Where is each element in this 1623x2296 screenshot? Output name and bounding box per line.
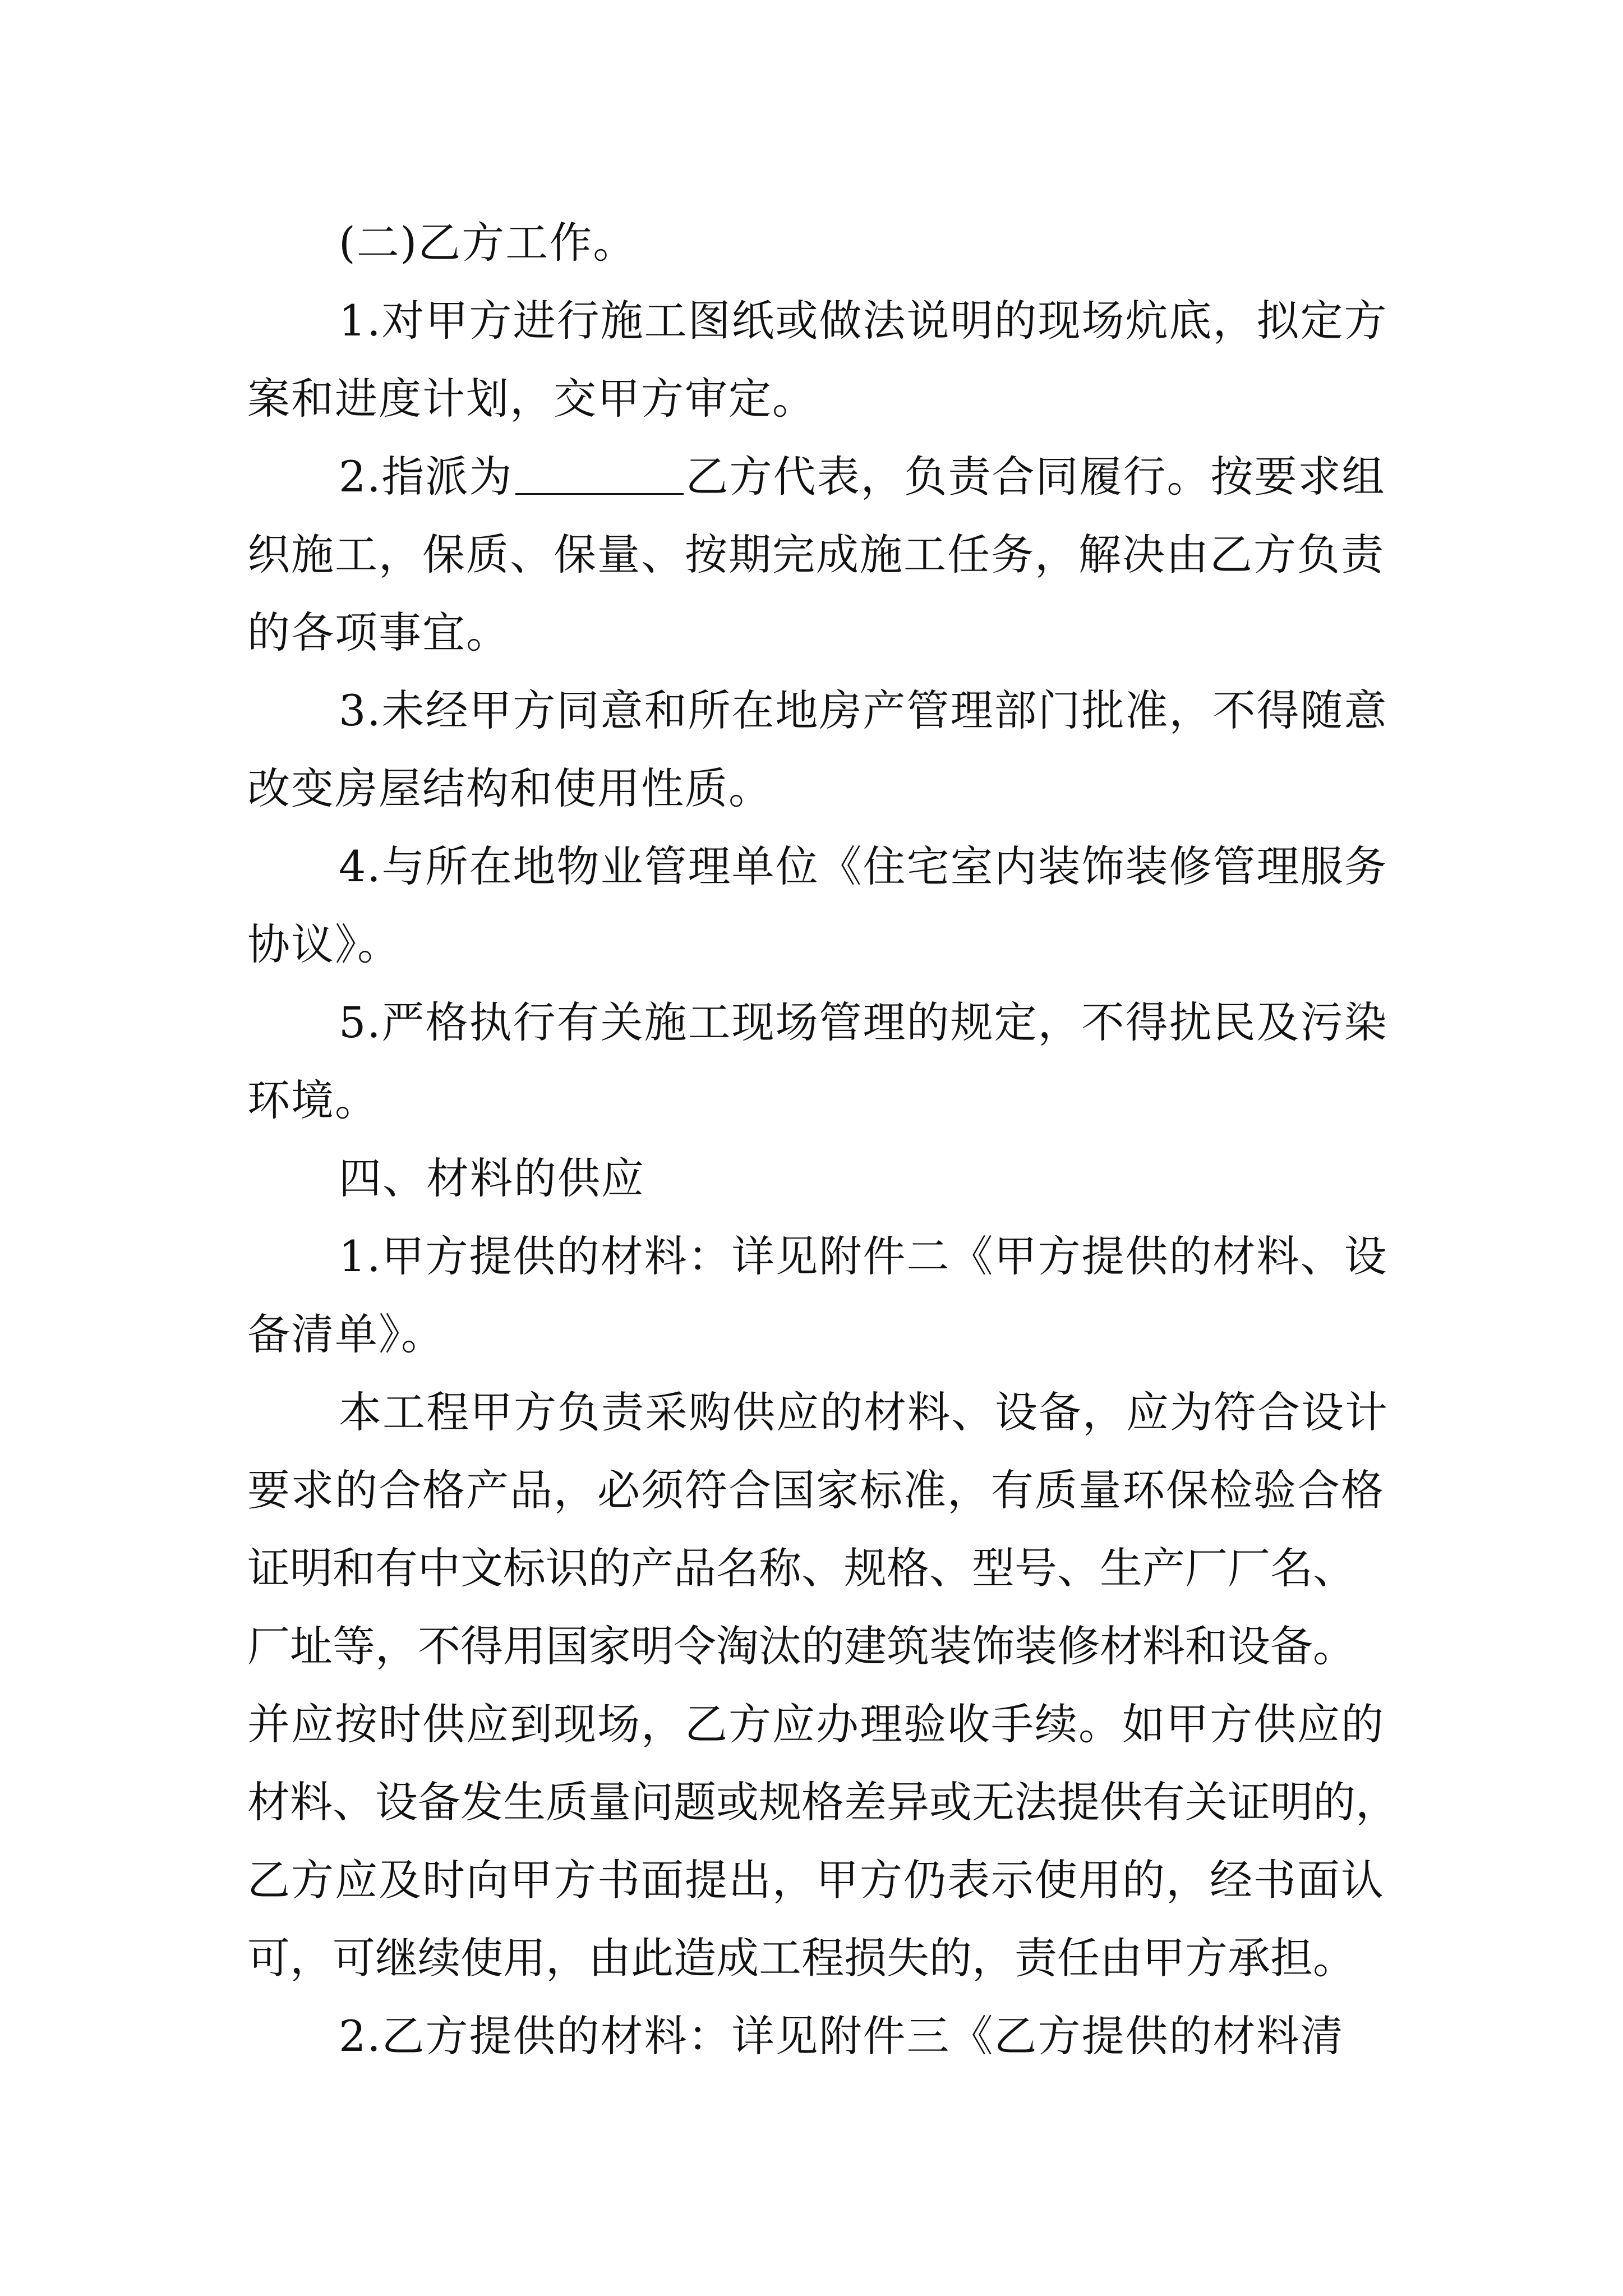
paragraph-line: 并应按时供应到现场，乙方应办理验收手续。如甲方供应的 [247, 1699, 1385, 1749]
paragraph-line: 2.乙方提供的材料：详见附件三《乙方提供的材料清 [339, 2011, 1344, 2061]
paragraph-line: 要求的合格产品，必须符合国家标准，有质量环保检验合格 [247, 1465, 1385, 1515]
paragraph-line: 3.未经甲方同意和所在地房产管理部门批准，不得随意 [339, 685, 1388, 735]
paragraph-line: 可，可继续使用，由此造成工程损失的，责任由甲方承担。 [247, 1933, 1355, 1983]
paragraph-line: 织施工，保质、保量、按期完成施工任务，解决由乙方负责 [247, 530, 1385, 579]
paragraph-line: 案和进度计划，交甲方审定。 [247, 374, 816, 424]
paragraph-line: 乙方应及时向甲方书面提出，甲方仍表示使用的，经书面认 [247, 1855, 1385, 1905]
paragraph-line: 的各项事宜。 [247, 608, 510, 657]
fill-in-blank [515, 450, 684, 495]
document-body [247, 214, 1398, 2086]
paragraph-line: 材料、设备发生质量问题或规格差异或无法提供有关证明的， [247, 1777, 1398, 1827]
paragraph-text: 2.指派为 [339, 452, 513, 501]
paragraph-line: 备清单》。 [247, 1309, 445, 1359]
paragraph-text: 乙方代表，负责合同履行。按要求组 [685, 452, 1386, 501]
paragraph-line [247, 448, 1384, 526]
paragraph-line: 1.甲方提供的材料：详见附件二《甲方提供的材料、设 [339, 1231, 1388, 1281]
paragraph-line: 改变房屋结构和使用性质。 [247, 763, 772, 813]
paragraph-line: 协议》。 [247, 919, 401, 969]
section-heading: 四、材料的供应 [339, 1153, 645, 1203]
paragraph-line: 厂址等，不得用国家明令淘汰的建筑装饰装修材料和设备。 [247, 1621, 1355, 1671]
section-heading: (二)乙方工作。 [339, 218, 637, 268]
paragraph-line: 1.对甲方进行施工图纸或做法说明的现场炕底，拟定方 [339, 296, 1388, 346]
paragraph-line: 4.与所在地物业管理单位《住宅室内装饰装修管理服务 [339, 841, 1388, 891]
paragraph-line: 本工程甲方负责采购供应的材料、设备，应为符合设计 [339, 1387, 1389, 1437]
paragraph-line: 证明和有中文标识的产品名称、规格、型号、生产厂厂名、 [247, 1543, 1355, 1593]
paragraph-line: 环境。 [247, 1075, 379, 1125]
paragraph-line: 5.严格执行有关施工现场管理的规定，不得扰民及污染 [339, 997, 1388, 1047]
